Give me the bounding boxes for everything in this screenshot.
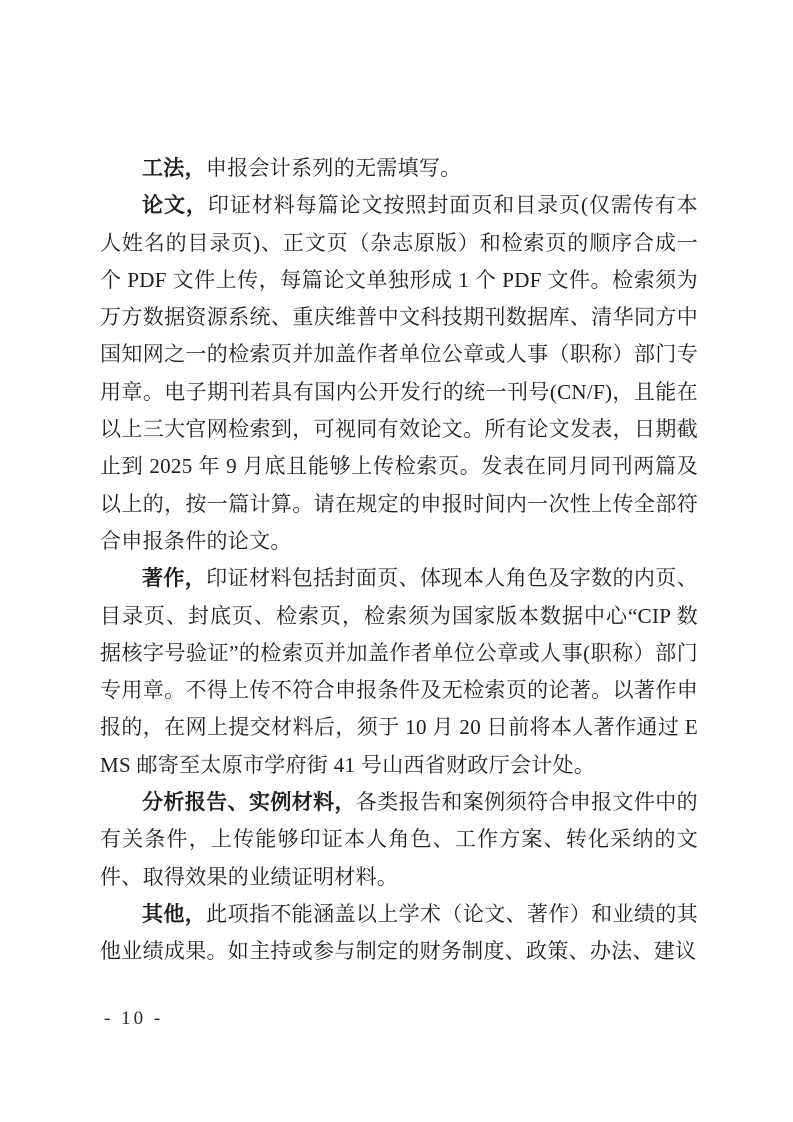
- paragraph: [100, 896, 698, 971]
- paragraph-body: 申报会计系列的无需填写。: [205, 156, 462, 180]
- paragraph-lead: 工法，: [142, 156, 206, 180]
- paragraph-lead: 其他，: [142, 901, 207, 926]
- page-number: - 10 -: [104, 1008, 164, 1029]
- paragraph: [100, 784, 698, 896]
- paragraph: [100, 150, 698, 187]
- paragraph-body: 各类报告和案例须符合申报文件中的有关条件，上传能够印证本人角色、工作方案、转化采纳的文件、取得效果的业绩证明材料。: [100, 790, 698, 889]
- paragraph-body: 印证材料每篇论文按照封面页和目录页(仅需传有本人姓名的目录页)、正文页（杂志原版）和检索页的顺序合成一个 PDF 文件上传，每篇论文单独形成 1 个 PDF 文件。检索须为万方数据资源系统、重庆维普中文科技期刊数据库、清华同方中国知网之一的检索页并加盖作者单位公章或人事（职称）部门专用章。电子期刊若具有国内公开发行的统一刊号(CN/F)，且能在以上三大官网检索到，可视同有效论文。所有论文发表，日期截止到 2025 年 9 月底且能够上传检索页。发表在同月同刊两篇及以上的，按一篇计算。请在规定的申报时间内一次性上传全部符合申报条件的论文。: [100, 193, 698, 553]
- paragraph: [100, 187, 698, 560]
- paragraph-lead: 著作，: [142, 566, 207, 591]
- paragraph-body: 此项指不能涵盖以上学术（论文、著作）和业绩的其他业绩成果。如主持或参与制定的财务制度、政策、办法、建议: [100, 901, 698, 964]
- paragraph-lead: 分析报告、实例材料，: [142, 790, 356, 815]
- paragraph-lead: 论文，: [142, 193, 208, 218]
- paragraph-body: 印证材料包括封面页、体现本人角色及字数的内页、目录页、封底页、检索页，检索须为国家版本数据中心“CIP 数据核字号验证”的检索页并加盖作者单位公章或人事(职称）部门专用章。不得上传不符合申报条件及无检索页的论著。以著作申报的，在网上提交材料后，须于 10 月 20 日前将本人著作通过 EMS 邮寄至太原市学府街 41 号山西省财政厅会计处。: [100, 566, 698, 777]
- paragraph: [100, 560, 698, 784]
- document-body: [100, 150, 698, 971]
